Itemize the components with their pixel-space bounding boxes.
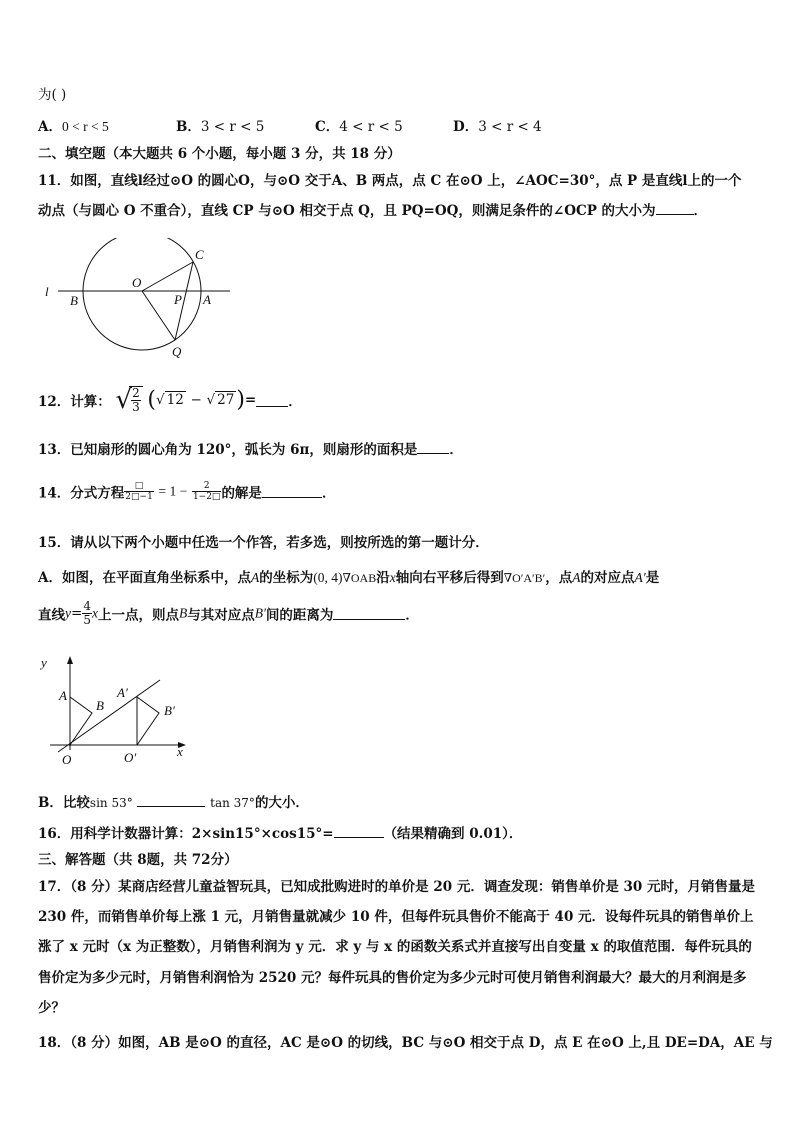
q15-coordinate-figure: [40, 650, 200, 770]
q12-answer-blank[interactable]: [256, 394, 288, 407]
q15a-text: ，点: [545, 570, 573, 586]
q15a-x: x: [389, 570, 396, 585]
segment-oq: [142, 291, 175, 340]
label-l: l: [45, 284, 49, 299]
choice-letter: D．: [453, 119, 479, 135]
q15a-text: 直线: [38, 607, 65, 624]
radical-sign: √: [115, 385, 133, 415]
choice-letter: A．: [38, 119, 62, 135]
q15-intro: 15．请从以下两个小题中任选一个作答，若多选，则按所选的第一题计分．: [38, 535, 489, 551]
q11-answer-blank[interactable]: [656, 202, 694, 215]
label-y: y: [41, 655, 47, 670]
line-y-4-5x: [58, 680, 160, 752]
q15b-answer-blank[interactable]: [137, 794, 205, 807]
q15a-text: 与其对应点: [187, 607, 255, 624]
q14-answer-blank[interactable]: [262, 485, 322, 498]
choice-text: 3 < r < 5: [200, 119, 265, 135]
q11-circle-figure: [40, 238, 240, 363]
q15a-triangle: ∇OAB: [342, 571, 377, 585]
segment-oc: [142, 262, 193, 291]
q15a-point-b: B: [178, 605, 188, 621]
q15a-line1: [38, 566, 659, 586]
label-c: C: [195, 247, 204, 262]
q15a-text: 上一点，则点: [97, 607, 179, 624]
question-tail: 为( ): [38, 87, 67, 103]
circle-o: [83, 238, 201, 350]
q12-equals: =: [244, 392, 257, 408]
q15a-fraction: $\frac{4}{5}$: [83, 599, 91, 627]
label-a-prime: A′: [117, 685, 128, 700]
q14: 14．分式方程 $\frac{□}{2□-1}$ = 1 − $\frac{2}{1-2□}$ 的解是 ．: [38, 481, 336, 502]
label-x: x: [177, 744, 183, 759]
q15a-text: 的坐标为: [259, 570, 314, 586]
q15a-point-a: A: [250, 570, 260, 585]
q15a-triangle2: ∇O′A′B′: [503, 571, 546, 585]
q15b-sin: sin 53°: [89, 796, 133, 810]
q14-mid: = 1 −: [158, 483, 188, 499]
label-o: O: [62, 752, 72, 767]
q15a-text: 沿: [376, 570, 390, 586]
choice-text: 3 < r < 4: [478, 119, 542, 135]
label-o: O: [132, 275, 142, 290]
q17-line: 涨了 x 元时（x 为正整数），月销售利润为 y 元．求 y 与 x 的函数关系式并直接写出自变量 x 的取值范围．每件玩具的: [38, 939, 752, 955]
choice-letter: B．: [176, 119, 201, 135]
q15a-line2: 直线y= $\frac{4}{5}$ x上一点，则点B与其对应点B′间的距离为 ．: [38, 599, 419, 627]
label-q: Q: [172, 344, 182, 359]
q11-text: 动点（与圆心 O 不重合），直线 CP 与⊙O 相交于点 Q，且 PQ=OQ，则满足条件的∠OCP 的大小为: [38, 203, 656, 219]
choice-b[interactable]: [176, 115, 264, 135]
q15a-point-a3: A′: [634, 570, 646, 585]
q12: 12．计算： √ $\frac{2}{3}$ (√ 12 − √ 27)= ．: [38, 385, 302, 415]
q11-line1: 11．如图，直线l经过⊙O 的圆心O，与⊙O 交于A、B 两点，点 C 在⊙O 上，∠AOC=30°，点 P 是直线l上的一个: [38, 173, 742, 189]
choice-text: 4 < r < 5: [339, 119, 403, 135]
q15a-x2: x: [91, 605, 98, 621]
q15a-text: 间的距离为: [265, 607, 334, 624]
q12-fraction: $\frac{2}{3}$: [129, 386, 143, 414]
q13-text: 13．已知扇形的圆心角为 120°，弧长为 6π，则扇形的面积是: [38, 442, 418, 458]
q15a-answer-blank[interactable]: [333, 607, 405, 620]
label-b: B: [96, 698, 104, 713]
q17-line: 少？: [38, 1000, 65, 1016]
triangle-oab: [70, 697, 92, 745]
q12-minus: −: [190, 392, 202, 408]
label-a: A: [59, 688, 67, 703]
choice-a[interactable]: [38, 115, 109, 135]
q15a-coord: (0, 4): [313, 570, 343, 585]
label-o-prime: O′: [124, 750, 137, 765]
q17-line: 售价定为多少元时，月销售利润恰为 2520 元？每件玩具的售价定为多少元时可使月销售利润最大？最大的月利润是多: [38, 970, 747, 986]
q15b: [38, 791, 309, 811]
q12-radicand1: 12: [166, 392, 184, 408]
section-heading-fill-blank: 二、填空题（本大题共 6 个小题，每小题 3 分，共 18 分）: [38, 146, 401, 162]
q17-line: 230 件，而销售单价每上涨 1 元，月销售量就减少 10 件，但每件玩具售价不能高于 40 元．设每件玩具的销售单价上: [38, 909, 754, 925]
q16-text: （结果精确到 0.01）．: [383, 826, 523, 842]
triangle-o2a2b2: [137, 697, 159, 745]
choice-text: 0 < r < 5: [61, 119, 109, 134]
label-a: A: [203, 292, 211, 307]
q14-fraction2: $\frac{2}{1-2□}$: [192, 481, 221, 502]
choice-letter: C．: [315, 119, 340, 135]
q18-line1: 18．（8 分）如图，AB 是⊙O 的直径，AC 是⊙O 的切线，BC 与⊙O 相交于点 D，点 E 在⊙O 上,且 DE=DA，AE 与: [38, 1035, 773, 1051]
q15a-text: A．如图，在平面直角坐标系中，点: [38, 570, 251, 586]
y-axis-arrow: [67, 656, 73, 664]
q14-suffix: 的解是: [221, 485, 262, 502]
q15a-point-b2: B′: [254, 605, 266, 621]
q12-prefix: 12．计算：: [38, 394, 111, 410]
q15b-tan: tan 37°: [210, 796, 255, 810]
q16: [38, 822, 522, 842]
q17-line: 17．（8 分）某商店经营儿童益智玩具，已知成批购进时的单价是 20 元．调查发现：销售单价是 30 元时，月销售量是: [38, 879, 756, 895]
q15a-text: 是: [645, 570, 660, 586]
q15a-text: 轴向右平移后得到: [395, 570, 504, 586]
label-b-prime: B′: [164, 703, 175, 718]
section-heading-solve: 三、解答题（共 8题，共 72分）: [38, 852, 238, 868]
q14-fraction1: $\frac{□}{2□-1}$: [125, 481, 153, 502]
choice-d[interactable]: [453, 115, 542, 135]
q14-prefix: 14．分式方程: [38, 485, 125, 502]
q11-line2: 动点（与圆心 O 不重合），直线 CP 与⊙O 相交于点 Q，且 PQ=OQ，则满足条件的∠OCP 的大小为 ．: [38, 203, 708, 219]
q13: 13．已知扇形的圆心角为 120°，弧长为 6π，则扇形的面积是 ．: [38, 442, 463, 458]
q16-text: 16．用科学计数器计算：2×sin15°×cos15°=: [38, 826, 334, 842]
q15a-y: y: [65, 605, 71, 621]
q15a-eq: =: [71, 605, 83, 622]
q15b-text: 的大小．: [254, 795, 309, 811]
q15a-point-a2: A: [572, 570, 581, 585]
q13-answer-blank[interactable]: [417, 441, 449, 454]
label-b: B: [70, 293, 78, 308]
choice-c[interactable]: [315, 115, 403, 135]
q15a-text: 的对应点: [580, 570, 635, 586]
label-p: P: [174, 292, 182, 307]
q12-radicand2: 27: [217, 392, 235, 408]
q16-answer-blank[interactable]: [334, 825, 384, 838]
q15b-text: B．比较: [38, 795, 90, 811]
